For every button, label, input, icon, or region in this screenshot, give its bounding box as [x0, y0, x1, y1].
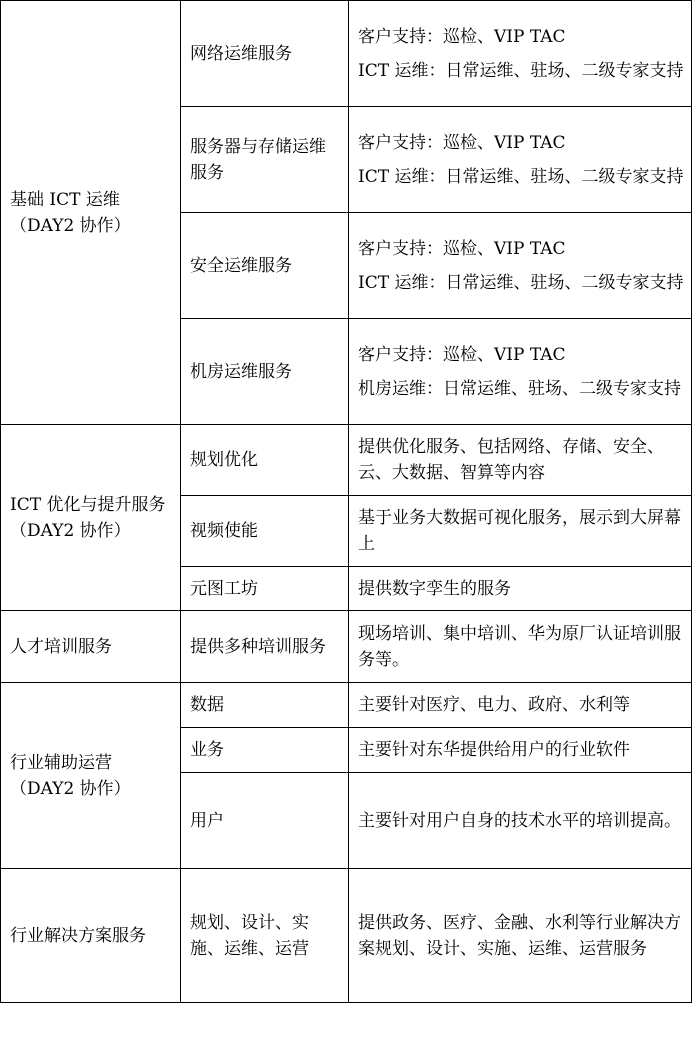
desc-line: 客户支持：巡检、VIP TAC	[358, 238, 566, 259]
service-name-cell: 规划优化	[181, 425, 349, 496]
desc-line: ICT 运维：日常运维、驻场、二级专家支持	[358, 272, 684, 293]
table-row	[1, 683, 692, 728]
service-name-cell: 提供多种培训服务	[181, 611, 349, 683]
category-label: 基础 ICT 运维	[10, 189, 120, 210]
category-cell-industry-ops	[1, 683, 181, 869]
service-desc-cell: 提供政务、医疗、金融、水利等行业解决方案规划、设计、实施、运维、运营服务	[349, 869, 692, 1003]
service-name-cell: 用户	[181, 773, 349, 869]
service-desc-cell: 现场培训、集中培训、华为原厂认证培训服务等。	[349, 611, 692, 683]
service-name-cell: 业务	[181, 728, 349, 773]
service-name-cell: 机房运维服务	[181, 319, 349, 425]
service-desc-cell	[349, 1, 692, 107]
service-desc-cell: 提供数字孪生的服务	[349, 567, 692, 611]
service-name-cell: 规划、设计、实施、运维、运营	[181, 869, 349, 1003]
service-name-cell: 元图工坊	[181, 567, 349, 611]
service-desc-cell: 提供优化服务、包括网络、存储、安全、云、大数据、智算等内容	[349, 425, 692, 496]
service-desc-cell	[349, 107, 692, 213]
desc-line: ICT 运维：日常运维、驻场、二级专家支持	[358, 60, 684, 81]
category-cell-basic-ict	[1, 1, 181, 425]
service-desc-cell: 主要针对用户自身的技术水平的培训提高。	[349, 773, 692, 869]
desc-line: ICT 运维：日常运维、驻场、二级专家支持	[358, 166, 684, 187]
table-row	[1, 425, 692, 496]
table-row	[1, 611, 692, 683]
service-name-cell: 视频使能	[181, 496, 349, 567]
category-cell-talent: 人才培训服务	[1, 611, 181, 683]
table-row	[1, 1, 692, 107]
service-desc-cell: 主要针对东华提供给用户的行业软件	[349, 728, 692, 773]
table-row	[1, 869, 692, 1003]
desc-line: 客户支持：巡检、VIP TAC	[358, 344, 566, 365]
category-sublabel: （DAY2 协作）	[10, 215, 131, 236]
category-sublabel: （DAY2 协作）	[10, 778, 131, 799]
service-name-cell: 数据	[181, 683, 349, 728]
desc-line: 客户支持：巡检、VIP TAC	[358, 26, 566, 47]
desc-line: 客户支持：巡检、VIP TAC	[358, 132, 566, 153]
service-name-cell: 安全运维服务	[181, 213, 349, 319]
service-desc-cell	[349, 319, 692, 425]
category-label: 行业辅助运营	[10, 752, 112, 773]
service-desc-cell: 基于业务大数据可视化服务，展示到大屏幕上	[349, 496, 692, 567]
service-desc-cell: 主要针对医疗、电力、政府、水利等	[349, 683, 692, 728]
category-cell-ict-optimize: ICT 优化与提升服务（DAY2 协作）	[1, 425, 181, 611]
service-desc-cell	[349, 213, 692, 319]
service-name-cell: 网络运维服务	[181, 1, 349, 107]
desc-line: 机房运维：日常运维、驻场、二级专家支持	[358, 378, 681, 399]
service-name-cell: 服务器与存储运维服务	[181, 107, 349, 213]
category-cell-solutions: 行业解决方案服务	[1, 869, 181, 1003]
